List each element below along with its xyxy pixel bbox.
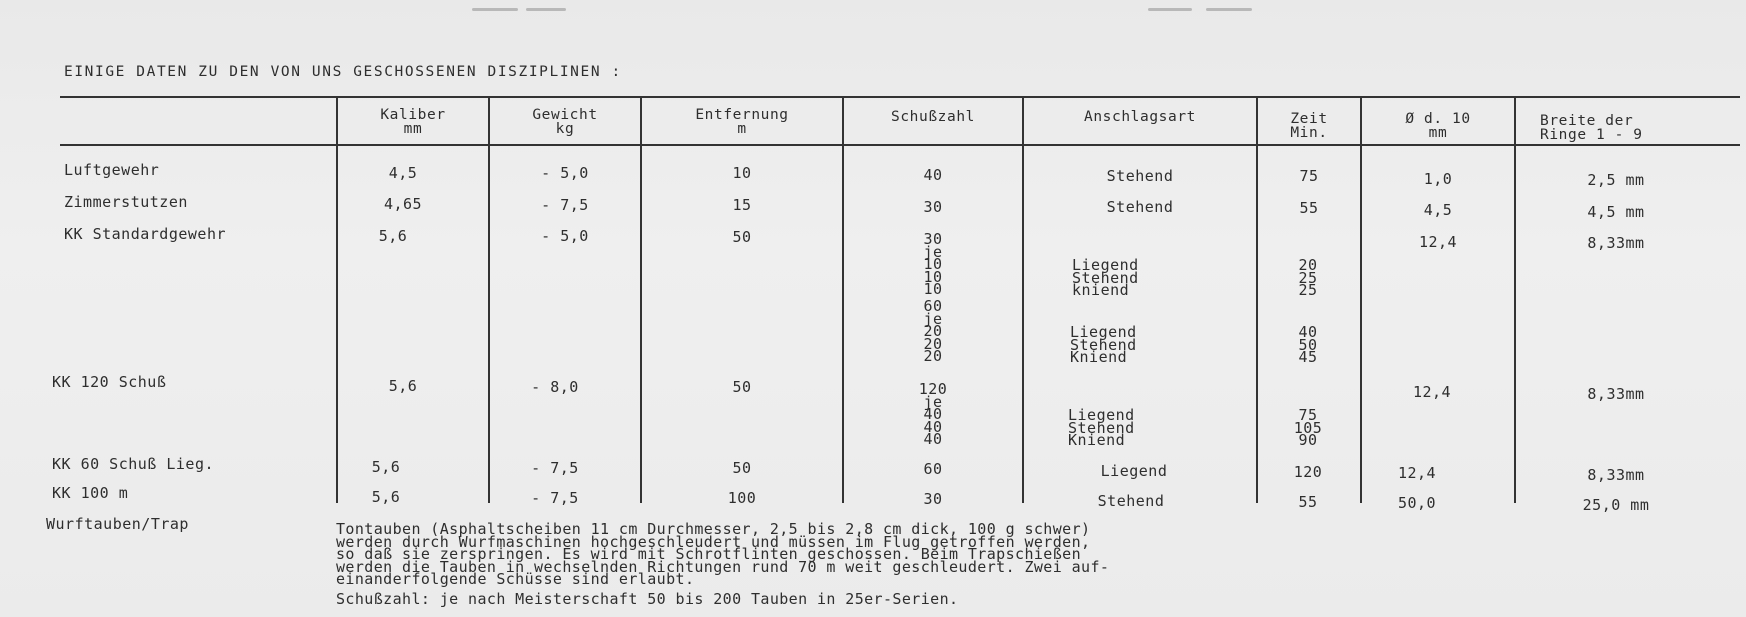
row-name-kk-standardgewehr: KK Standardgewehr (64, 225, 227, 243)
cell-schusszahl: 120 je 40 40 40 (918, 380, 948, 448)
cell-zeit-group-b: 40 50 45 (1298, 323, 1318, 366)
cell-durchmesser: 1,0 (1423, 170, 1453, 188)
cell-kaliber: 4,5 (388, 164, 418, 182)
cell-anschlagsart: Stehend (1106, 198, 1174, 216)
cell-breite: 8,33mm (1587, 385, 1645, 403)
row-name-kk-120-schuss: KK 120 Schuß (52, 373, 167, 391)
document-title: EINIGE DATEN ZU DEN VON UNS GESCHOSSENEN DISZIPLINEN : (64, 64, 622, 80)
cell-gewicht: - 5,0 (541, 164, 589, 182)
top-mark-2 (526, 8, 566, 11)
cell-gewicht: - 5,0 (541, 227, 589, 245)
header-schusszahl: Schußzahl (891, 109, 975, 125)
cell-breite: 8,33mm (1587, 466, 1645, 484)
header-kaliber: Kaliber mm (380, 107, 446, 137)
cell-durchmesser: 12,4 (1397, 464, 1437, 482)
table-header-rule (60, 144, 1740, 146)
cell-zeit: 120 (1293, 463, 1323, 481)
cell-zeit: 55 (1298, 493, 1318, 511)
column-rule (488, 97, 490, 503)
cell-anschlagsart: Liegend Stehend Kniend (1068, 406, 1135, 449)
cell-gewicht: - 8,0 (531, 378, 579, 396)
cell-gewicht: - 7,5 (531, 459, 579, 477)
cell-anschlagsart-group-b: Liegend Stehend Kniend (1070, 323, 1137, 366)
cell-entfernung: 50 (732, 378, 752, 396)
column-rule (1360, 97, 1362, 503)
row-name-luftgewehr: Luftgewehr (64, 161, 160, 179)
cell-durchmesser: 12,4 (1418, 233, 1458, 251)
cell-kaliber: 4,65 (383, 195, 423, 213)
row-name-kk-100-m: KK 100 m (52, 484, 129, 502)
cell-kaliber: 5,6 (378, 227, 408, 245)
cell-zeit: 75 105 90 (1293, 406, 1323, 449)
cell-breite: 8,33mm (1587, 234, 1645, 252)
cell-kaliber: 5,6 (371, 458, 401, 476)
cell-kaliber: 5,6 (388, 377, 418, 395)
cell-anschlagsart: Liegend (1100, 462, 1168, 480)
cell-schusszahl: 30 (923, 490, 943, 508)
table-top-rule (60, 96, 1740, 98)
column-rule (336, 97, 338, 503)
wurftauben-schusszahl: Schußzahl: je nach Meisterschaft 50 bis 200 Tauben in 25er-Serien. (336, 590, 959, 608)
top-mark-4 (1206, 8, 1252, 11)
cell-durchmesser: 4,5 (1423, 201, 1453, 219)
cell-breite: 2,5 mm (1587, 171, 1645, 189)
cell-schusszahl: 60 (923, 460, 943, 478)
cell-zeit: 55 (1299, 199, 1319, 217)
header-breite: Breite der Ringe 1 - 9 (1540, 113, 1643, 143)
row-name-kk-60-schuss: KK 60 Schuß Lieg. (52, 455, 215, 473)
cell-zeit-group-a: 20 25 25 (1298, 256, 1318, 299)
header-gewicht: Gewicht kg (532, 107, 598, 137)
top-mark-1 (472, 8, 518, 11)
cell-schusszahl: 40 (923, 166, 943, 184)
cell-schusszahl-group-a: 30 je 10 10 10 (923, 230, 943, 298)
cell-durchmesser: 12,4 (1412, 383, 1452, 401)
cell-anschlagsart: Stehend (1106, 167, 1174, 185)
cell-entfernung: 50 (732, 459, 752, 477)
cell-entfernung: 100 (727, 489, 757, 507)
cell-anschlagsart: Stehend (1097, 492, 1165, 510)
row-name-wurftauben: Wurftauben/Trap (46, 515, 189, 533)
row-name-zimmerstutzen: Zimmerstutzen (64, 193, 188, 211)
cell-zeit: 75 (1299, 167, 1319, 185)
cell-gewicht: - 7,5 (531, 489, 579, 507)
cell-breite: 25,0 mm (1582, 496, 1650, 514)
column-rule (1514, 97, 1516, 503)
column-rule (640, 97, 642, 503)
cell-schusszahl: 30 (923, 198, 943, 216)
column-rule (1022, 97, 1024, 503)
cell-breite: 4,5 mm (1587, 203, 1645, 221)
cell-anschlagsart-group-a: Liegend Stehend kniend (1072, 256, 1139, 299)
top-mark-3 (1148, 8, 1192, 11)
header-anschlagsart: Anschlagsart (1084, 109, 1196, 125)
header-entfernung: Entfernung m (695, 107, 789, 137)
header-durchmesser: Ø d. 10 mm (1405, 111, 1471, 141)
header-zeit: Zeit Min. (1290, 111, 1328, 141)
cell-kaliber: 5,6 (371, 488, 401, 506)
cell-gewicht: - 7,5 (541, 196, 589, 214)
cell-schusszahl-group-b: 60 je 20 20 20 (923, 297, 943, 365)
wurftauben-description: Tontauben (Asphaltscheiben 11 cm Durchmesser, 2,5 bis 2,8 cm dick, 100 g schwer) werden durch Wurfmaschinen hochgeschleudert und müssen im Flug getroffen werden, so daß sie zerspringen. Es wird mit Schrotflinten geschossen. Beim Trapschießen werden die Tauben in wechselnden Richtungen rund 70 m weit geschleudert. Zwei auf- einanderfolgende Schüsse sind erlaubt. (336, 520, 1110, 588)
cell-entfernung: 10 (732, 164, 752, 182)
cell-entfernung: 15 (732, 196, 752, 214)
cell-durchmesser: 50,0 (1397, 494, 1437, 512)
cell-entfernung: 50 (732, 228, 752, 246)
